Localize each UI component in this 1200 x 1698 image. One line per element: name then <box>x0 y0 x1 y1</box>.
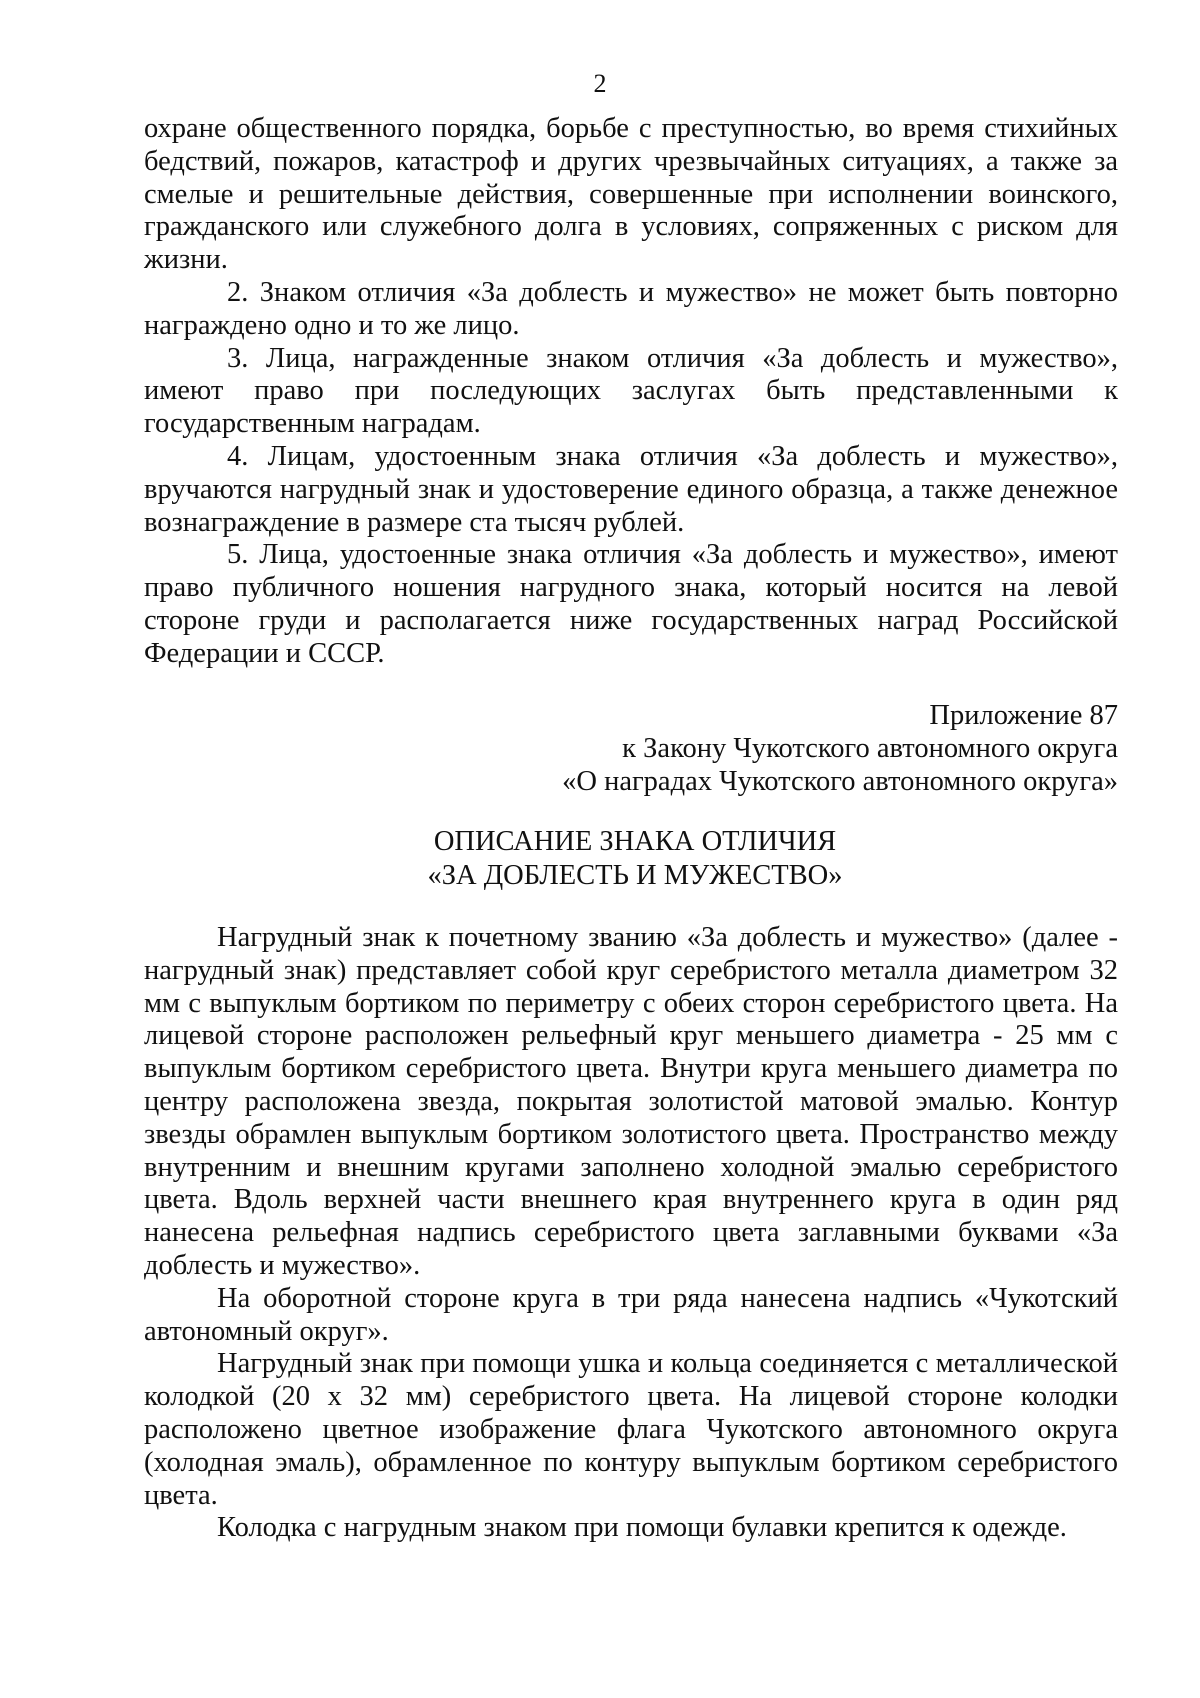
paragraph-item-3: 3. Лица, награжденные знаком отличия «За доблесть и мужество», имеют право при последующих заслугах быть представленными к государственным наградам. <box>144 342 1118 440</box>
paragraph-item-2: 2. Знаком отличия «За доблесть и мужество» не может быть повторно награждено одно и то же лицо. <box>144 276 1118 341</box>
title-line-1: ОПИСАНИЕ ЗНАКА ОТЛИЧИЯ <box>433 826 837 857</box>
appendix-law-reference: к Закону Чукотского автономного округа <box>622 732 1118 764</box>
paragraph-continuation: охране общественного порядка, борьбе с преступностью, во время стихийных бедствий, пожаров, катастроф и других чрезвычайных ситуациях, а также за смелые и решительные действия, совершенные при исполнении воинского, гражданского или служебного долга в условиях, сопряженных с риском для жизни. <box>144 113 1118 276</box>
description-paragraph-4: Колодка с нагрудным знаком при помощи булавки крепится к одежде. <box>217 1512 1067 1544</box>
paragraph-item-4: 4. Лицам, удостоенным знака отличия «За доблесть и мужество», вручаются нагрудный знак и удостоверение единого образца, а также денежное вознаграждение в размере ста тысяч рублей. <box>144 440 1118 538</box>
appendix-number: Приложение 87 <box>929 700 1118 731</box>
description-paragraph-3: Нагрудный знак при помощи ушка и кольца соединяется с металлической колодкой (20 х 32 мм) серебристого цвета. На лицевой стороне колодки расположено цветное изображение флага Чукотского автономного округа (холодная эмаль), обрамленное по контуру выпуклым бортиком серебристого цвета. <box>144 1348 1118 1511</box>
law-articles <box>144 113 1118 671</box>
badge-description <box>144 922 1118 1545</box>
appendix-header <box>418 700 1118 798</box>
page-number: 2 <box>593 69 607 98</box>
paragraph-item-5: 5. Лица, удостоенные знака отличия «За доблесть и мужество», имеют право публичного ношения нагрудного знака, который носится на левой стороне груди и располагается ниже государственных наград Российской Федерации и СССР. <box>144 539 1118 669</box>
document-title <box>0 825 1200 893</box>
description-paragraph-2: На оборотной стороне круга в три ряда нанесена надпись «Чукотский автономный округ». <box>144 1282 1118 1347</box>
title-line-2: «ЗА ДОБЛЕСТЬ И МУЖЕСТВО» <box>427 860 843 891</box>
description-paragraph-1: Нагрудный знак к почетному званию «За доблесть и мужество» (далее - нагрудный знак) представляет собой круг серебристого металла диаметром 32 мм с выпуклым бортиком по периметру с обеих сторон серебристого цвета. На лицевой стороне расположен рельефный круг меньшего диаметра - 25 мм с выпуклым бортиком серебристого цвета. Внутри круга меньшего диаметра по центру расположена звезда, покрытая золотистой матовой эмалью. Контур звезды обрамлен выпуклым бортиком золотистого цвета. Пространство между внутренним и внешним кругами заполнено холодной эмалью серебристого цвета. Вдоль верхней части внешнего края внутреннего круга в один ряд нанесена рельефная надпись серебристого цвета заглавными буквами «За доблесть и мужество». <box>144 922 1118 1281</box>
appendix-law-title: «О наградах Чукотского автономного округа» <box>562 765 1118 797</box>
